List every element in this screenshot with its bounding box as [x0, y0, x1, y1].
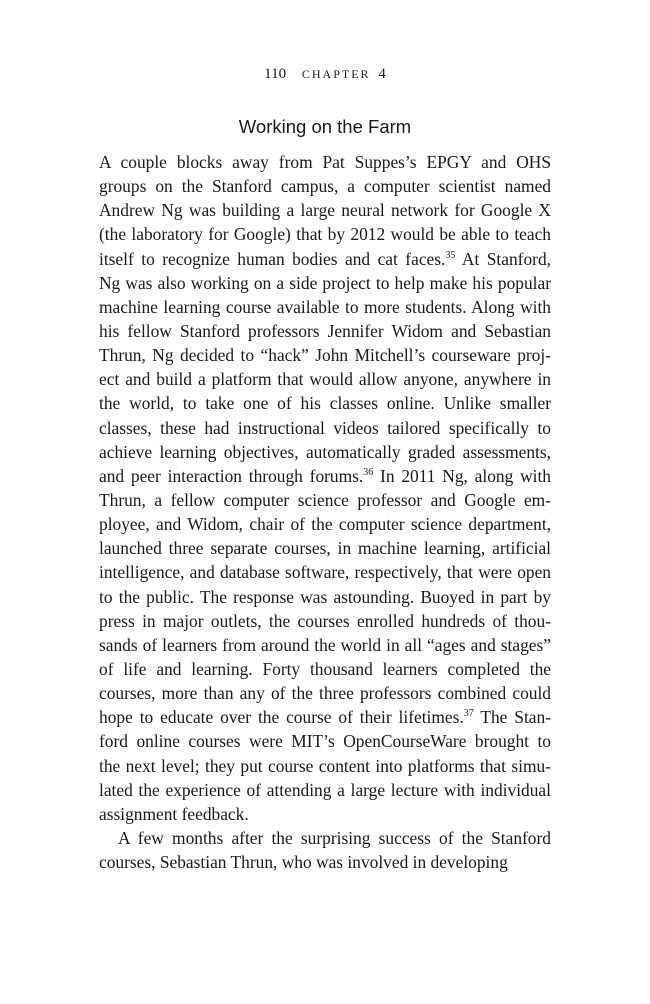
body-text	[99, 150, 551, 874]
footnote-marker: 35	[445, 249, 456, 261]
line-text: of life and learning. Forty thousand learners completed the	[99, 658, 551, 679]
text-line	[99, 754, 551, 778]
line-text: Thrun, a fellow computer science professor and Google em-	[99, 489, 551, 510]
text-line	[99, 560, 551, 584]
line-text: the world, to take one of his classes online. Unlike smaller	[99, 393, 551, 414]
line-text: Andrew Ng was building a large neural network for Google X	[99, 200, 551, 221]
line-text: courses, more than any of the three professors combined could	[99, 683, 551, 704]
text-line	[99, 657, 551, 681]
paragraph	[99, 826, 551, 874]
line-text: Thrun, Ng decided to “hack” John Mitchell’s courseware proj-	[99, 345, 551, 366]
text-line	[99, 633, 551, 657]
text-line	[99, 802, 551, 826]
line-text: and peer interaction through forums.	[99, 465, 364, 486]
text-line	[99, 367, 551, 391]
line-text: ect and build a platform that would allow anyone, anywhere in	[99, 369, 551, 390]
line-text: hope to educate over the course of their lifetimes.	[99, 707, 464, 728]
text-line	[99, 247, 551, 271]
text-line	[99, 222, 551, 246]
line-text: intelligence, and database software, respectively, that were open	[99, 562, 551, 583]
paragraph	[99, 150, 551, 826]
footnote-marker: 36	[363, 466, 374, 478]
text-line	[99, 850, 551, 874]
line-text: itself to recognize human bodies and cat faces.	[99, 248, 446, 269]
page-number: 110	[264, 66, 287, 82]
section-title: Working on the Farm	[238, 116, 412, 137]
text-line	[99, 416, 551, 440]
chapter-label: CHAPTER	[301, 67, 371, 81]
line-text: courses, Sebastian Thrun, who was involved in developing	[99, 852, 508, 873]
line-text: classes, these had instructional videos tailored specifically to	[99, 417, 551, 438]
text-line	[99, 295, 551, 319]
text-line	[99, 464, 551, 488]
text-line	[99, 681, 551, 705]
line-text: sands of learners from around the world in all “ages and stages”	[99, 634, 551, 655]
line-text: lated the experience of attending a large lecture with individual	[99, 779, 551, 800]
text-line	[99, 271, 551, 295]
text-line	[99, 585, 551, 609]
text-line	[99, 609, 551, 633]
line-text: ployee, and Widom, chair of the computer science department,	[99, 514, 551, 535]
line-text: machine learning course available to more students. Along with	[99, 296, 551, 317]
text-line	[99, 150, 551, 174]
text-line	[99, 391, 551, 415]
line-text: assignment feedback.	[99, 803, 249, 824]
text-line	[99, 778, 551, 802]
text-line	[99, 440, 551, 464]
text-line	[99, 705, 551, 729]
line-text: launched three separate courses, in machine learning, artificial	[99, 538, 551, 559]
text-line	[99, 198, 551, 222]
line-text-continued: In 2011 Ng, along with	[373, 465, 551, 486]
text-line	[99, 536, 551, 560]
line-text: his fellow Stanford professors Jennifer Widom and Sebastian	[99, 320, 551, 341]
text-line	[99, 729, 551, 753]
line-text: Ng was also working on a side project to help make his popular	[99, 272, 551, 293]
text-line	[99, 488, 551, 512]
text-line	[99, 343, 551, 367]
line-text: A couple blocks away from Pat Suppes’s EPGY and OHS	[99, 152, 551, 172]
text-line	[99, 174, 551, 198]
text-line	[99, 319, 551, 343]
line-text: groups on the Stanford campus, a computer scientist named	[99, 176, 551, 197]
line-text: A few months after the surprising success of the Stanford	[118, 827, 551, 848]
line-text-continued: The Stan-	[473, 707, 551, 728]
text-line	[99, 512, 551, 536]
running-head	[0, 64, 650, 84]
line-text: press in major outlets, the courses enrolled hundreds of thou-	[99, 610, 551, 631]
line-text: the next level; they put course content into platforms that simu-	[99, 755, 551, 776]
footnote-marker: 37	[463, 708, 474, 720]
line-text: achieve learning objectives, automatically graded assessments,	[99, 441, 551, 462]
text-line	[99, 826, 551, 850]
line-text-continued: At Stanford,	[455, 248, 551, 269]
line-text: (the laboratory for Google) that by 2012 would be able to teach	[99, 224, 551, 245]
chapter-number: 4	[378, 66, 386, 82]
line-text: ford online courses were MIT’s OpenCourseWare brought to	[99, 731, 551, 752]
line-text: to the public. The response was astounding. Buoyed in part by	[99, 586, 551, 607]
